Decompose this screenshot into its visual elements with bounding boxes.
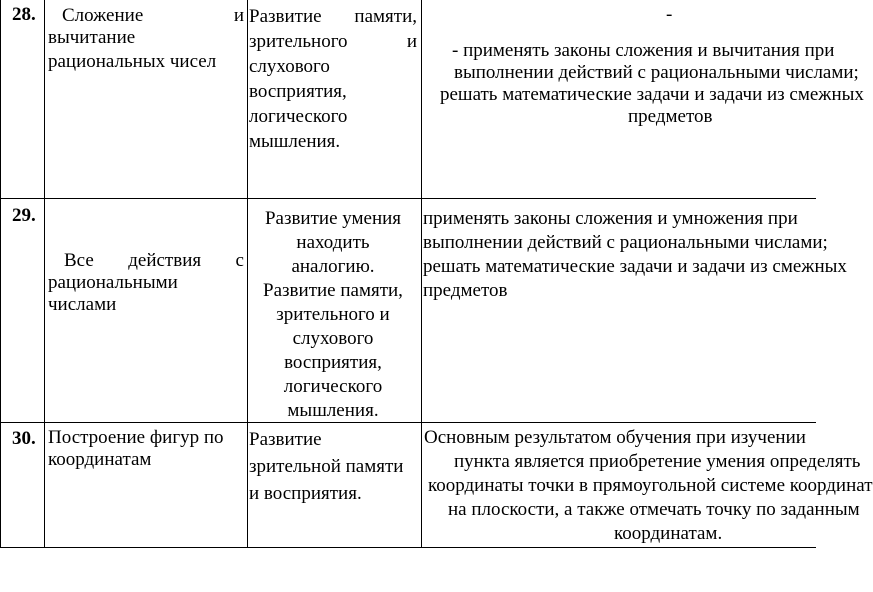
column-divider	[421, 0, 422, 548]
results-cell	[424, 426, 873, 546]
development-line: Развитие умения	[264, 208, 402, 229]
row-number: 29.	[12, 205, 36, 226]
topic-line: числами	[48, 294, 117, 315]
results-line: выполнении действий с рациональными числами;	[454, 62, 859, 83]
development-line: аналогию.	[291, 256, 375, 277]
results-line: выполнении действий с рациональными числами;	[423, 232, 828, 253]
topic-cell	[48, 427, 246, 471]
development-line: зрительной памяти	[249, 456, 404, 477]
topic-line: Сложение и	[62, 5, 244, 26]
development-line: Развитие	[249, 429, 322, 450]
development-line: находить	[296, 232, 370, 253]
development-line: Развитие памяти,	[263, 280, 403, 301]
topic-line: вычитание	[48, 27, 136, 48]
results-line: Основным результатом обучения при изучении	[424, 427, 806, 448]
development-cell	[249, 207, 417, 423]
topic-cell	[48, 250, 244, 316]
results-line: координатам.	[614, 523, 723, 544]
topic-line: Построение фигур по	[48, 427, 224, 448]
results-line: -	[666, 4, 673, 25]
topic-cell	[48, 5, 244, 75]
development-line: слухового	[292, 328, 374, 349]
row-divider	[0, 198, 816, 199]
development-line: Развитие памяти,	[249, 6, 417, 27]
development-line: зрительного и	[249, 31, 417, 52]
results-line: решать математические задачи и задачи из смежных	[423, 256, 847, 277]
results-line: предметов	[423, 280, 508, 301]
results-line: пункта является приобретение умения определять	[454, 451, 861, 472]
development-line: восприятия,	[249, 81, 347, 102]
topic-line: координатам	[48, 449, 152, 470]
table-bottom-border	[0, 547, 816, 548]
row-number: 30.	[12, 428, 36, 449]
results-line: - применять законы сложения и вычитания при	[452, 40, 835, 61]
results-line: координаты точки в прямоугольной системе координат	[428, 475, 873, 496]
results-cell	[424, 4, 864, 128]
row-number: 28.	[12, 4, 36, 25]
column-divider	[247, 0, 248, 548]
table-left-border	[0, 0, 1, 548]
development-line: зрительного и	[276, 304, 390, 325]
development-line: мышления.	[287, 400, 379, 421]
development-line: восприятия,	[284, 352, 382, 373]
column-divider	[44, 0, 45, 548]
results-line: решать математические задачи и задачи из смежных	[440, 84, 864, 105]
topic-line: рациональными	[48, 272, 178, 293]
development-line: мышления.	[249, 131, 341, 152]
results-line: применять законы сложения и умножения при	[423, 208, 798, 229]
topic-line: рациональных чисел	[48, 51, 217, 72]
results-line: предметов	[628, 106, 713, 127]
results-line: на плоскости, а также отмечать точку по заданным	[448, 499, 860, 520]
development-line: логического	[249, 106, 348, 127]
development-line: логического	[283, 376, 383, 397]
development-line: и восприятия.	[249, 483, 362, 504]
development-cell	[249, 4, 417, 154]
results-cell	[423, 207, 847, 303]
development-line: слухового	[249, 56, 330, 77]
development-cell	[249, 426, 419, 507]
topic-line: Все действия с	[64, 250, 244, 271]
